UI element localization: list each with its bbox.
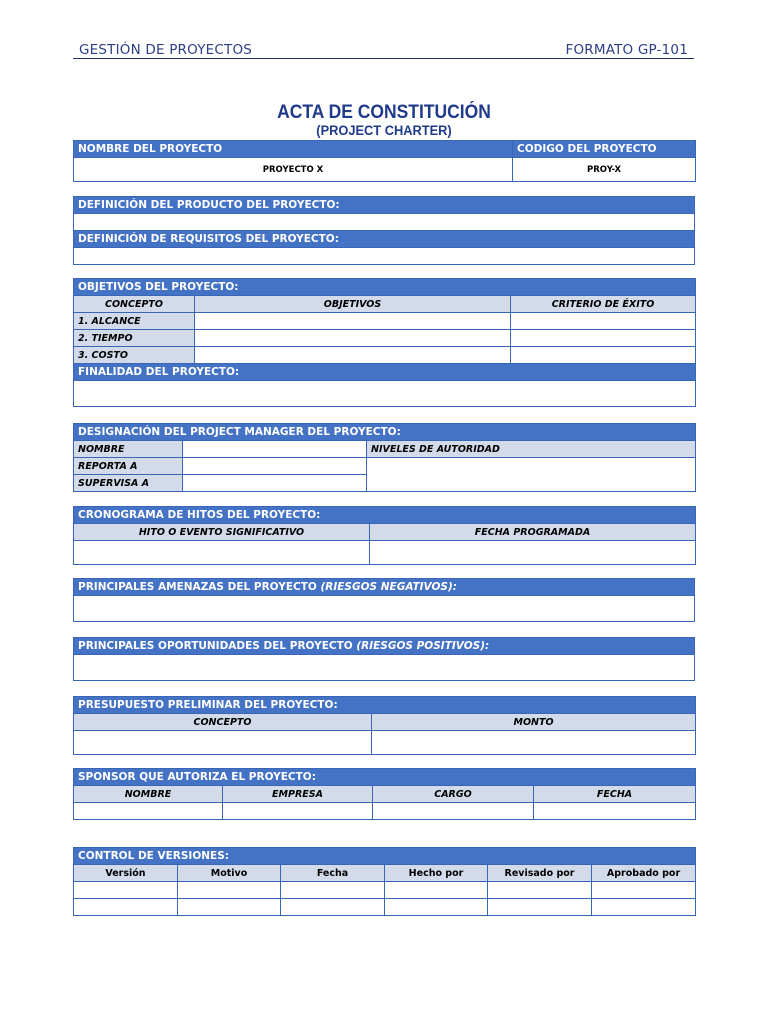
opportunities-table <box>73 637 695 681</box>
page-header <box>73 38 694 59</box>
pm-authority-field[interactable] <box>367 458 696 492</box>
objectives-col-concept: CONCEPTO <box>74 296 195 313</box>
versions-table <box>73 847 696 916</box>
sponsor-col-company: EMPRESA <box>223 786 373 803</box>
milestone-event-field[interactable] <box>74 541 370 565</box>
milestones-col-event: HITO O EVENTO SIGNIFICATIVO <box>74 524 370 541</box>
table-cell[interactable] <box>74 882 178 899</box>
requirements-definition-field[interactable] <box>74 248 695 265</box>
objectives-label: OBJETIVOS DEL PROYECTO: <box>74 279 696 296</box>
budget-amount-field[interactable] <box>372 731 696 755</box>
versions-col-approved-by: Aprobado por <box>592 865 696 882</box>
table-cell[interactable] <box>385 882 488 899</box>
objective-row-time: 2. TIEMPO <box>74 330 195 347</box>
objective-row-cost: 3. COSTO <box>74 347 195 364</box>
threats-field[interactable] <box>74 596 695 622</box>
requirements-definition-label: DEFINICIÓN DE REQUISITOS DEL PROYECTO: <box>74 231 695 248</box>
header-right: FORMATO GP-101 <box>565 42 688 58</box>
table-cell[interactable] <box>592 882 696 899</box>
document-title: ACTA DE CONSTITUCIÓN <box>277 102 491 123</box>
table-cell[interactable] <box>178 899 281 916</box>
versions-col-reviewed-by: Revisado por <box>488 865 592 882</box>
sponsor-company-field[interactable] <box>223 803 373 820</box>
threats-label <box>74 579 695 596</box>
sponsor-col-name: NOMBRE <box>74 786 223 803</box>
opportunities-label-italic: (RIESGOS POSITIVOS): <box>356 640 490 652</box>
header-left: GESTIÓN DE PROYECTOS <box>79 42 253 58</box>
objectives-col-objectives: OBJETIVOS <box>195 296 511 313</box>
opportunities-label <box>74 638 695 655</box>
objective-scope-field[interactable] <box>195 313 511 330</box>
opportunities-label-text: PRINCIPALES OPORTUNIDADES DEL PROYECTO <box>78 640 357 652</box>
objective-cost-criteria-field[interactable] <box>511 347 696 364</box>
pm-label: DESIGNACIÓN DEL PROJECT MANAGER DEL PROYECTO: <box>74 424 696 441</box>
table-cell[interactable] <box>281 899 385 916</box>
threats-label-text: PRINCIPALES AMENAZAS DEL PROYECTO <box>78 581 321 593</box>
opportunities-field[interactable] <box>74 655 695 681</box>
budget-concept-field[interactable] <box>74 731 372 755</box>
versions-col-reason: Motivo <box>178 865 281 882</box>
project-name-label: NOMBRE DEL PROYECTO <box>74 141 513 158</box>
sponsor-col-date: FECHA <box>534 786 696 803</box>
table-cell[interactable] <box>74 899 178 916</box>
versions-col-made-by: Hecho por <box>385 865 488 882</box>
budget-col-amount: MONTO <box>372 714 696 731</box>
pm-name-field[interactable] <box>183 441 367 458</box>
pm-table <box>73 423 696 492</box>
objective-scope-criteria-field[interactable] <box>511 313 696 330</box>
project-table <box>73 140 696 182</box>
sponsor-date-field[interactable] <box>534 803 696 820</box>
milestones-label: CRONOGRAMA DE HITOS DEL PROYECTO: <box>74 507 696 524</box>
pm-supervises-field[interactable] <box>183 475 367 492</box>
milestones-col-date: FECHA PROGRAMADA <box>370 524 696 541</box>
table-cell[interactable] <box>592 899 696 916</box>
objective-time-field[interactable] <box>195 330 511 347</box>
pm-authority-label: NIVELES DE AUTORIDAD <box>367 441 696 458</box>
budget-col-concept: CONCEPTO <box>74 714 372 731</box>
objective-cost-field[interactable] <box>195 347 511 364</box>
sponsor-position-field[interactable] <box>373 803 534 820</box>
objectives-col-criteria: CRITERIO DE ÉXITO <box>511 296 696 313</box>
threats-label-italic: (RIESGOS NEGATIVOS): <box>320 581 457 593</box>
budget-table <box>73 696 696 755</box>
objectives-table <box>73 278 696 407</box>
table-cell[interactable] <box>385 899 488 916</box>
purpose-label: FINALIDAD DEL PROYECTO: <box>74 364 696 381</box>
project-code-label: CODIGO DEL PROYECTO <box>513 141 696 158</box>
objective-row-scope: 1. ALCANCE <box>74 313 195 330</box>
sponsor-col-position: CARGO <box>373 786 534 803</box>
threats-table <box>73 578 695 622</box>
project-name-value[interactable]: PROYECTO X <box>74 158 513 182</box>
budget-label: PRESUPUESTO PRELIMINAR DEL PROYECTO: <box>74 697 696 714</box>
pm-reports-label: REPORTA A <box>74 458 183 475</box>
table-cell[interactable] <box>178 882 281 899</box>
sponsor-name-field[interactable] <box>74 803 223 820</box>
milestones-table <box>73 506 696 565</box>
objective-time-criteria-field[interactable] <box>511 330 696 347</box>
table-cell[interactable] <box>488 882 592 899</box>
document-subtitle: (PROJECT CHARTER) <box>316 123 452 138</box>
sponsor-label: SPONSOR QUE AUTORIZA EL PROYECTO: <box>74 769 696 786</box>
project-code-value[interactable]: PROY-X <box>513 158 696 182</box>
pm-reports-field[interactable] <box>183 458 367 475</box>
product-definition-field[interactable] <box>74 214 695 231</box>
product-definition-label: DEFINICIÓN DEL PRODUCTO DEL PROYECTO: <box>74 197 695 214</box>
table-cell[interactable] <box>281 882 385 899</box>
table-cell[interactable] <box>488 899 592 916</box>
pm-supervises-label: SUPERVISA A <box>74 475 183 492</box>
pm-name-label: NOMBRE <box>74 441 183 458</box>
versions-label: CONTROL DE VERSIONES: <box>74 848 696 865</box>
versions-col-date: Fecha <box>281 865 385 882</box>
definition-table <box>73 196 695 265</box>
versions-col-version: Versión <box>74 865 178 882</box>
milestone-date-field[interactable] <box>370 541 696 565</box>
purpose-field[interactable] <box>74 381 696 407</box>
sponsor-table <box>73 768 696 820</box>
